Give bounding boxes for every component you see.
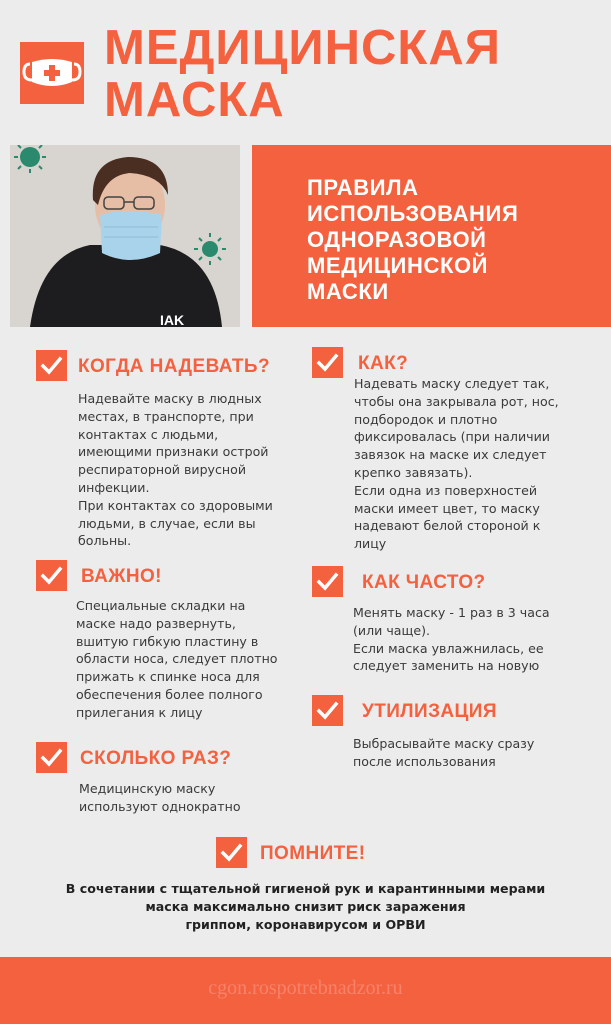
section-title: КАК?	[358, 353, 409, 374]
section-title: КАК ЧАСТО?	[362, 572, 486, 593]
text-line: крепко завязать).	[354, 464, 473, 480]
banner-line: ОДНОРАЗОВОЙ	[307, 227, 487, 252]
text-line: прилегания к лицу	[76, 704, 203, 720]
checkmark-icon	[36, 560, 67, 591]
svg-text:IAK: IAK	[160, 312, 185, 327]
section-title: ПОМНИТЕ!	[260, 843, 366, 864]
text-line: после использования	[353, 753, 496, 769]
text-line: контактах с людьми,	[78, 426, 219, 442]
rules-banner	[252, 145, 611, 327]
checkmark-box	[312, 695, 343, 726]
text-line: подбородок и плотно	[354, 411, 498, 427]
section-text	[353, 604, 550, 675]
page-title	[104, 22, 604, 126]
section-text	[79, 780, 241, 816]
text-line: Надевать маску следует так,	[354, 376, 550, 391]
medical-mask-icon	[20, 42, 84, 104]
text-line: местах, в транспорте, при	[78, 408, 254, 424]
text-line: больны.	[78, 533, 132, 549]
text-line: следует заменить на новую	[353, 658, 540, 674]
checkmark-icon	[312, 695, 343, 726]
text-line: фиксировалась (при наличии	[354, 429, 550, 445]
section-title: УТИЛИЗАЦИЯ	[362, 701, 497, 722]
text-line: Специальные складки на	[76, 598, 246, 613]
checkmark-icon	[312, 566, 343, 597]
checkmark-icon	[36, 742, 67, 773]
banner-line: ПРАВИЛА	[307, 175, 419, 200]
remember-text	[0, 880, 611, 934]
section-text	[76, 597, 278, 722]
footer-url: cgon.rospotrebnadzor.ru	[208, 977, 403, 999]
text-line: Если одна из поверхностей	[354, 482, 538, 498]
text-line: обеспечения более полного	[76, 686, 263, 702]
section-text	[78, 390, 273, 550]
text-line: маска максимально снизит риск заражения	[145, 899, 466, 914]
text-line: респираторной вирусной	[78, 462, 247, 478]
checkmark-icon	[36, 350, 67, 381]
text-line: Менять маску - 1 раз в 3 часа	[353, 605, 550, 620]
text-line: вшитую гибкую пластину в	[76, 633, 259, 649]
text-line: гриппом, коронавирусом и ОРВИ	[185, 917, 426, 932]
section-text	[354, 375, 559, 553]
section-when	[36, 350, 306, 550]
text-line: маски имеет цвет, то маску	[354, 500, 540, 516]
checkmark-icon	[216, 837, 247, 868]
text-line: используют однократно	[79, 798, 241, 814]
person-in-mask-photo	[10, 145, 240, 327]
text-line: завязок на маске их следует	[354, 447, 547, 463]
section-remember	[216, 837, 416, 871]
title-line-1: МЕДИЦИНСКАЯ	[104, 21, 501, 75]
text-line: (или чаще).	[353, 622, 431, 638]
section-important	[36, 560, 311, 725]
checkmark-box	[36, 560, 67, 591]
checkmark-icon	[312, 347, 343, 378]
title-line-2: МАСКА	[104, 73, 285, 127]
section-title: СКОЛЬКО РАЗ?	[80, 748, 232, 769]
checkmark-box	[312, 347, 343, 378]
checkmark-box	[312, 566, 343, 597]
section-text	[353, 735, 534, 771]
banner-line: ИСПОЛЬЗОВАНИЯ	[307, 201, 519, 226]
text-line: Медицинскую маску	[79, 781, 216, 796]
text-line: чтобы она закрывала рот, нос,	[354, 393, 559, 409]
banner-line: МАСКИ	[307, 279, 389, 304]
banner-heading	[307, 175, 607, 305]
section-title: КОГДА НАДЕВАТЬ?	[78, 356, 270, 377]
footer-bar	[0, 957, 611, 1024]
text-line: Если маска увлажнилась, ее	[353, 640, 544, 656]
checkmark-box	[216, 837, 247, 868]
text-line: лицу	[354, 536, 387, 552]
section-disposal	[312, 695, 607, 775]
banner-line: МЕДИЦИНСКОЙ	[307, 253, 489, 278]
text-line: Надевайте маску в людных	[78, 391, 262, 406]
checkmark-box	[36, 742, 67, 773]
text-line: прижать к спинке носа для	[76, 669, 260, 685]
section-how	[312, 347, 607, 552]
text-line: области носа, следует плотно	[76, 651, 278, 667]
checkmark-box	[36, 350, 67, 381]
text-line: надевают белой стороной к	[354, 518, 541, 534]
text-line: При контактах со здоровыми	[78, 497, 273, 513]
text-line: маске надо развернуть,	[76, 615, 236, 631]
text-line: инфекции.	[78, 479, 150, 495]
text-line: людьми, в случае, если вы	[78, 515, 256, 531]
text-line: Выбрасывайте маску сразу	[353, 736, 535, 751]
section-how-often	[312, 566, 607, 676]
text-line: В сочетании с тщательной гигиеной рук и карантинными мерами	[65, 881, 546, 896]
medical-mask-logo	[20, 42, 84, 104]
section-title: ВАЖНО!	[81, 566, 162, 587]
text-line: имеющими признаки острой	[78, 444, 269, 460]
section-how-many	[36, 742, 311, 822]
